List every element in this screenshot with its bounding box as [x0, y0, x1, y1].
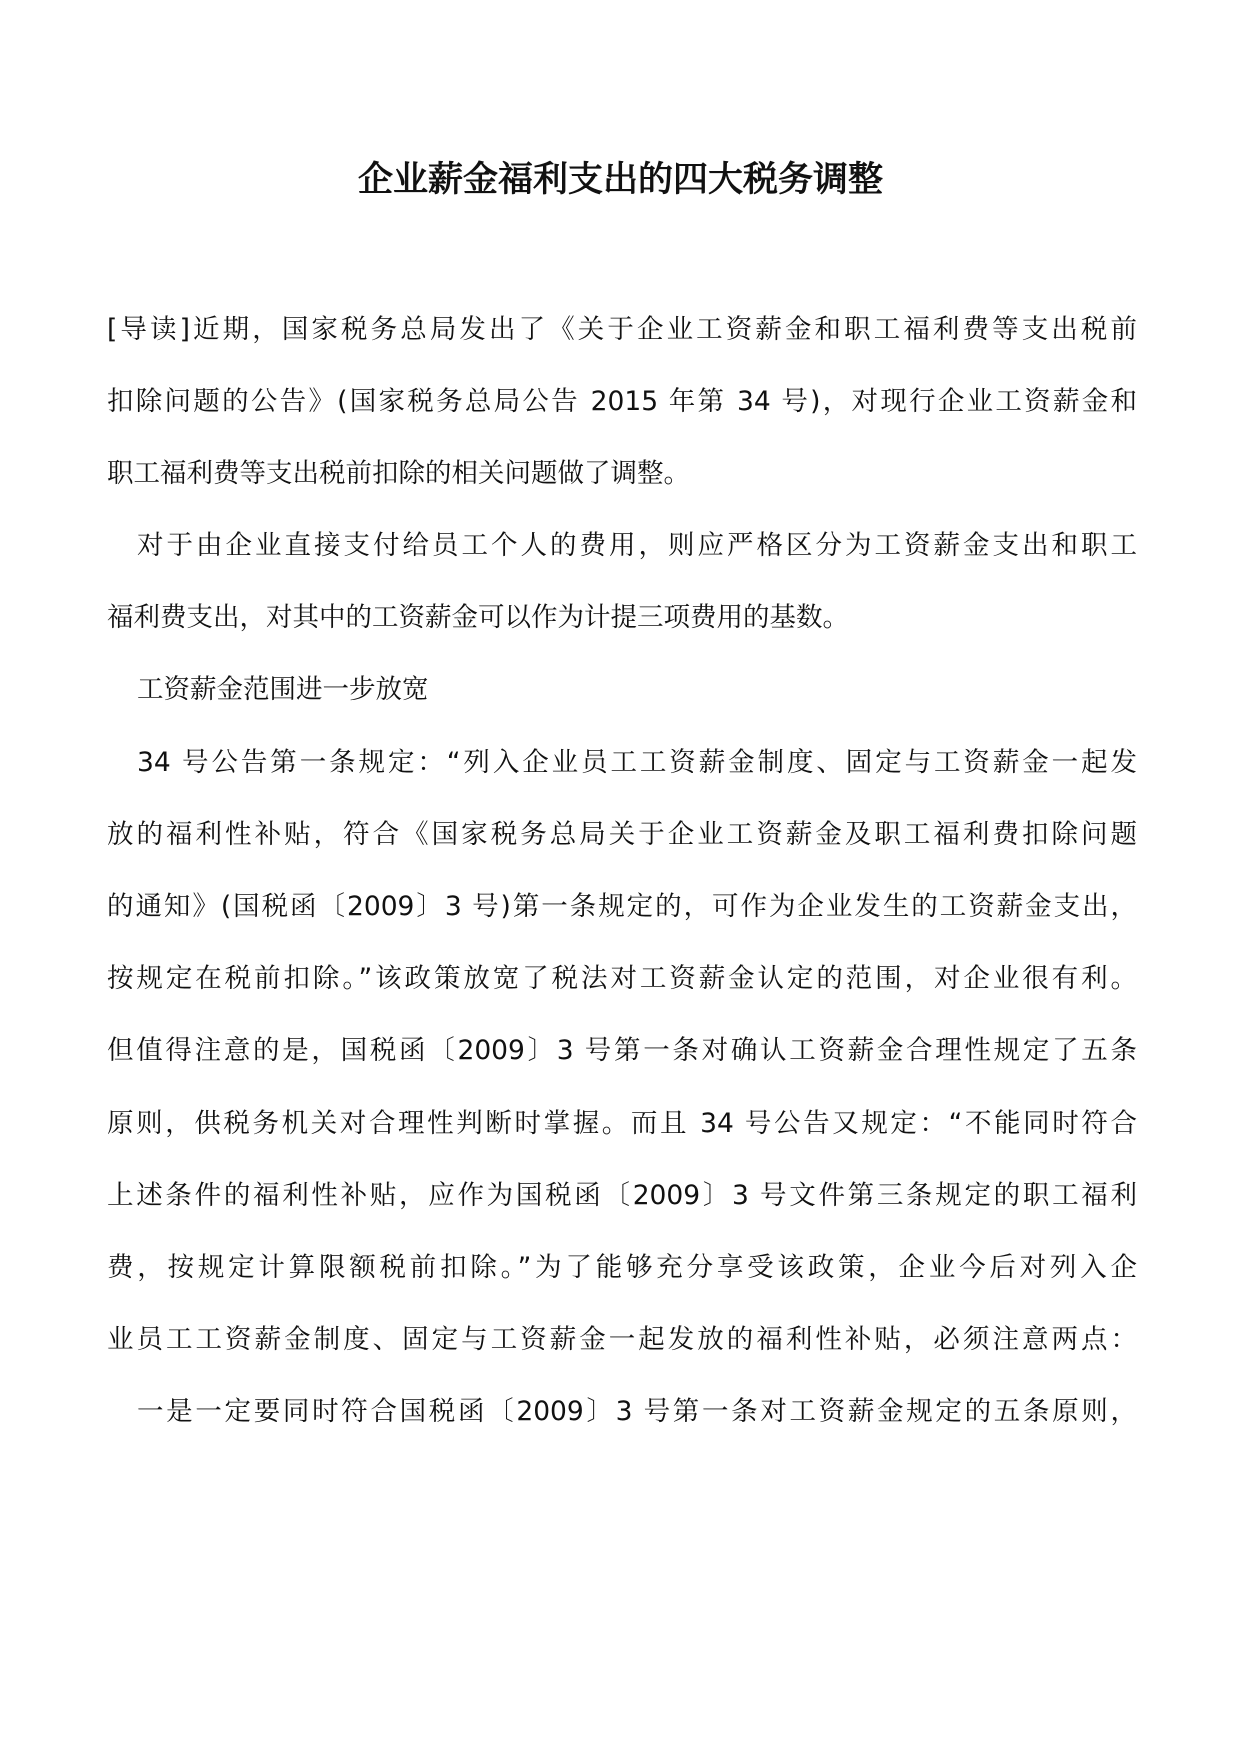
paragraph-line: 按规定在税前扣除。”该政策放宽了税法对工资薪金认定的范围，对企业很有利。	[107, 963, 1137, 994]
paragraph-line: 职工福利费等支出税前扣除的相关问题做了调整。	[107, 458, 690, 489]
paragraph-line: 福利费支出，对其中的工资薪金可以作为计提三项费用的基数。	[107, 602, 849, 633]
paragraph-line: 业员工工资薪金制度、固定与工资薪金一起发放的福利性补贴，必须注意两点：	[107, 1324, 1137, 1355]
section-heading: 工资薪金范围进一步放宽	[137, 674, 429, 705]
paragraph-line: 对于由企业直接支付给员工个人的费用，则应严格区分为工资薪金支出和职工	[137, 530, 1137, 561]
paragraph-line: 34 号公告第一条规定：“列入企业员工工资薪金制度、固定与工资薪金一起发	[137, 747, 1137, 778]
paragraph-line: 扣除问题的公告》(国家税务总局公告 2015 年第 34 号)，对现行企业工资薪金和	[107, 386, 1137, 417]
paragraph-line: 放的福利性补贴，符合《国家税务总局关于企业工资薪金及职工福利费扣除问题	[107, 819, 1137, 850]
paragraph-line: 的通知》(国税函〔2009〕3 号)第一条规定的，可作为企业发生的工资薪金支出，	[107, 891, 1137, 922]
paragraph-line: 上述条件的福利性补贴，应作为国税函〔2009〕3 号文件第三条规定的职工福利	[107, 1180, 1137, 1211]
paragraph-line: 但值得注意的是，国税函〔2009〕3 号第一条对确认工资薪金合理性规定了五条	[107, 1035, 1137, 1066]
document-title: 企业薪金福利支出的四大税务调整	[357, 159, 883, 200]
paragraph-line: 一是一定要同时符合国税函〔2009〕3 号第一条对工资薪金规定的五条原则，	[137, 1396, 1137, 1427]
paragraph-line: 费，按规定计算限额税前扣除。”为了能够充分享受该政策，企业今后对列入企	[107, 1252, 1137, 1283]
paragraph-line: [导读]近期，国家税务总局发出了《关于企业工资薪金和职工福利费等支出税前	[107, 314, 1137, 345]
paragraph-line: 原则，供税务机关对合理性判断时掌握。而且 34 号公告又规定：“不能同时符合	[107, 1108, 1137, 1139]
